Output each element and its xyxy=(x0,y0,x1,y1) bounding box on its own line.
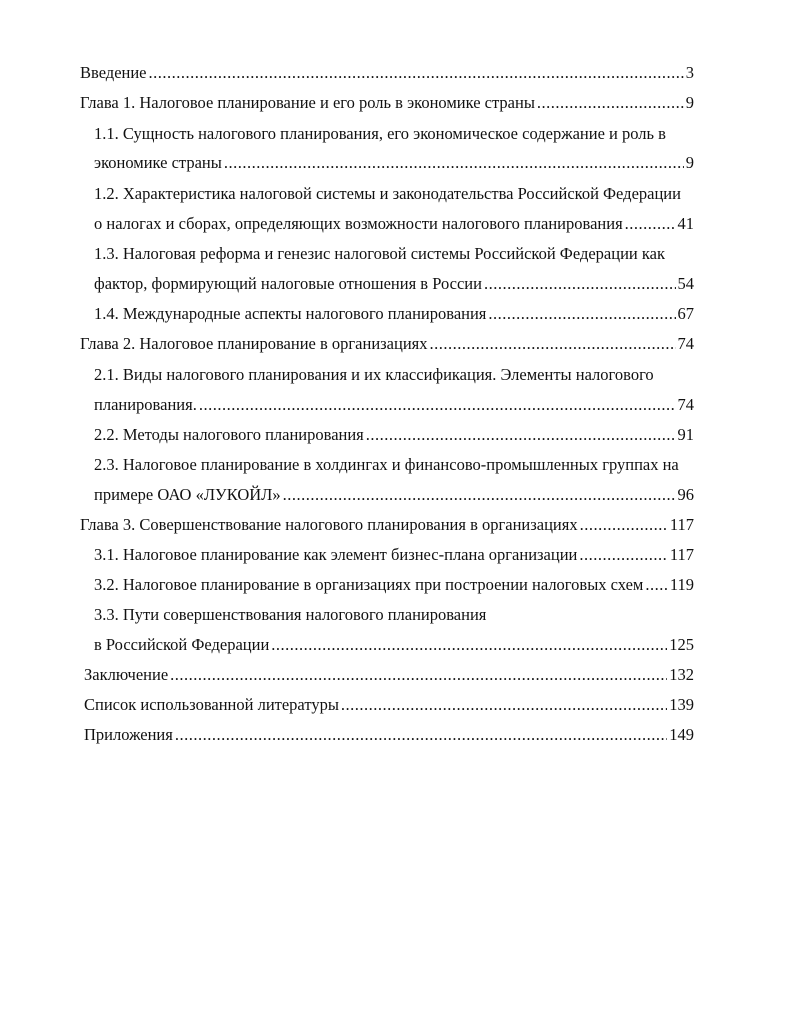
toc-entry-label: Глава 2. Налоговое планирование в организациях xyxy=(80,334,428,353)
toc-leader-dots xyxy=(484,274,676,294)
toc-entry-conclusion xyxy=(84,665,694,685)
toc-entry-chapter-2 xyxy=(80,334,694,354)
toc-entry-label: примере ОАО «ЛУКОЙЛ» xyxy=(94,485,281,504)
toc-leader-dots xyxy=(224,153,684,173)
toc-entry-section-1-1 xyxy=(94,153,694,173)
toc-entry-label: планирования. xyxy=(94,395,197,414)
toc-entry-section-1-3 xyxy=(94,274,694,294)
toc-entry-label: Приложения xyxy=(84,725,173,744)
toc-page-number: 74 xyxy=(677,334,694,353)
toc-leader-dots xyxy=(175,725,667,745)
toc-entry-chapter-3 xyxy=(80,515,694,535)
toc-page-number: 9 xyxy=(685,153,694,172)
toc-entry-section-3-2 xyxy=(94,575,694,595)
toc-leader-dots xyxy=(488,304,675,324)
toc-entry-section-3-1 xyxy=(94,545,694,565)
toc-page-number: 3 xyxy=(685,63,694,82)
toc-leader-dots xyxy=(645,575,667,595)
toc-entry-introduction xyxy=(80,63,694,83)
toc-entry-label: в Российской Федерации xyxy=(94,635,270,654)
toc-entry-label: о налогах и сборах, определяющих возможности налогового планирования xyxy=(94,214,623,233)
toc-leader-dots xyxy=(199,395,676,415)
toc-page-number: 119 xyxy=(669,575,694,594)
toc-entry-label: Введение xyxy=(80,63,147,82)
toc-entry-3-3-line-1: 3.3. Пути совершенствования налогового планирования xyxy=(94,605,487,624)
toc-entry-section-2-2 xyxy=(94,425,694,445)
toc-leader-dots xyxy=(430,334,676,354)
toc-leader-dots xyxy=(537,93,684,113)
toc-page-number: 54 xyxy=(677,274,694,293)
toc-entry-label: 1.4. Международные аспекты налогового планирования xyxy=(94,304,487,323)
toc-entry-section-2-1 xyxy=(94,395,694,415)
toc-entry-bibliography xyxy=(84,695,694,715)
toc-page-number: 74 xyxy=(677,395,694,414)
toc-page-number: 149 xyxy=(669,725,694,744)
toc-entry-1-1-line-1: 1.1. Сущность налогового планирования, его экономическое содержание и роль в xyxy=(94,124,666,143)
toc-page-number: 67 xyxy=(677,304,694,323)
toc-entry-section-1-4 xyxy=(94,304,694,324)
toc-leader-dots xyxy=(271,635,667,655)
toc-entry-appendices xyxy=(84,725,694,745)
toc-entry-label: Заключение xyxy=(84,665,169,684)
toc-entry-label: 3.1. Налоговое планирование как элемент бизнес-плана организации xyxy=(94,545,578,564)
toc-page-number: 117 xyxy=(669,545,694,564)
toc-page-number: 117 xyxy=(669,515,694,534)
toc-page-number: 41 xyxy=(677,214,694,233)
toc-leader-dots xyxy=(366,425,676,445)
toc-leader-dots xyxy=(283,485,676,505)
toc-entry-2-3-line-1: 2.3. Налоговое планирование в холдингах и финансово-промышленных группах на xyxy=(94,455,679,474)
toc-entry-section-1-2 xyxy=(94,214,694,234)
toc-leader-dots xyxy=(149,63,684,83)
toc-page-number: 9 xyxy=(685,93,694,112)
toc-entry-1-2-line-1: 1.2. Характеристика налоговой системы и законодательства Российской Федерации xyxy=(94,184,681,203)
toc-leader-dots xyxy=(625,214,676,234)
toc-entry-label: фактор, формирующий налоговые отношения в России xyxy=(94,274,482,293)
toc-page-number: 91 xyxy=(677,425,694,444)
toc-entry-label: Глава 1. Налоговое планирование и его роль в экономике страны xyxy=(80,93,535,112)
toc-entry-label: 3.2. Налоговое планирование в организациях при построении налоговых схем xyxy=(94,575,644,594)
toc-leader-dots xyxy=(579,545,668,565)
toc-entry-label: 2.2. Методы налогового планирования xyxy=(94,425,364,444)
toc-page-number: 96 xyxy=(677,485,694,504)
toc-entry-section-2-3 xyxy=(94,485,694,505)
toc-entry-label: Глава 3. Совершенствование налогового планирования в организациях xyxy=(80,515,578,534)
toc-leader-dots xyxy=(580,515,668,535)
toc-entry-section-3-3 xyxy=(94,635,694,655)
toc-page-number: 125 xyxy=(669,635,694,654)
toc-page-number: 139 xyxy=(669,695,694,714)
toc-leader-dots xyxy=(341,695,667,715)
toc-entry-label: Список использованной литературы xyxy=(84,695,339,714)
toc-entry-chapter-1 xyxy=(80,93,694,113)
toc-entry-2-1-line-1: 2.1. Виды налогового планирования и их классификация. Элементы налогового xyxy=(94,365,654,384)
toc-page-number: 132 xyxy=(669,665,694,684)
toc-entry-1-3-line-1: 1.3. Налоговая реформа и генезис налоговой системы Российской Федерации как xyxy=(94,244,665,263)
toc-entry-label: экономике страны xyxy=(94,153,222,172)
toc-leader-dots xyxy=(170,665,667,685)
